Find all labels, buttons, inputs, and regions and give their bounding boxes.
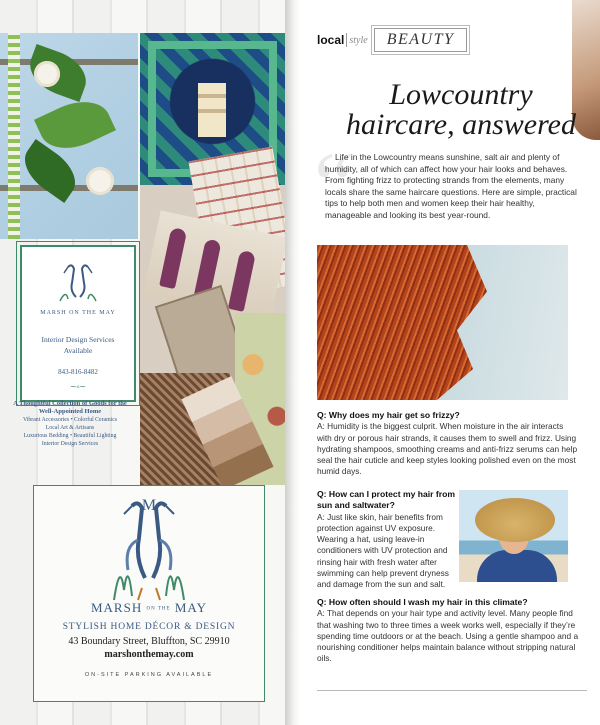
quote-mark-icon: “: [305, 135, 356, 234]
collection-headline: A Thoughtful Collection of Goods for the Well-Appointed Home: [13, 400, 127, 415]
question: Q: How often should I wash my hair in this climate?: [317, 597, 528, 607]
qa-block: [317, 597, 579, 665]
title-line: Lowcountry: [389, 78, 533, 111]
towel-edge: [8, 33, 20, 239]
collection-line: Local Art & Artisans: [45, 425, 95, 431]
section-local: local: [317, 33, 345, 47]
card-brand: MARSH ON THE MAY: [40, 310, 116, 316]
card-services: Interior Design Services Available: [41, 335, 115, 355]
article-title: [341, 80, 581, 140]
category-label: BEAUTY: [374, 28, 468, 52]
collection-blurb: [0, 400, 140, 448]
collection-line: Luxurious Bedding • Beautiful Lighting: [23, 433, 117, 439]
bottom-rule: [317, 690, 587, 691]
page-gutter: [285, 0, 301, 725]
leaf: [15, 139, 85, 203]
title-line: haircare, answered: [346, 108, 576, 141]
store-ad-box: [33, 485, 265, 702]
section-header: [317, 28, 467, 52]
brand-name: MARSH ON THE MAY: [90, 600, 207, 615]
red-hair-photo: [317, 245, 568, 400]
article-intro: Life in the Lowcountry means sunshine, salt air and plenty of humidity, all of which can affect how your hair looks and behaves. From fighting frizz to protecting strands from the elements, many locals share the same haircare questions. Here are simple, practical tips to help both men and women keep their hair healthy, manageable and looking its best year-round.: [325, 152, 577, 220]
heron-logo-icon: [54, 261, 102, 303]
question: Q: Why does my hair get so frizzy?: [317, 410, 460, 420]
hair-strands: [317, 245, 517, 400]
fabric-samples-photo: [140, 33, 285, 485]
woman-in-hat-photo: [459, 490, 568, 582]
collection-line: Vibrant Accessories • Colorful Ceramics: [22, 417, 118, 423]
parking-note: ON-SITE PARKING AVAILABLE: [84, 672, 214, 678]
article-page: [301, 0, 600, 725]
business-card: [20, 245, 136, 402]
pagoda-motif: [198, 83, 226, 137]
section-style: style: [349, 34, 368, 46]
magnolia-flower: [86, 167, 114, 195]
flourish-ornament: ~◦~: [70, 382, 86, 393]
qa-block: [317, 489, 457, 591]
answer: A: Just like skin, hair benefits from protection against UV exposure. Wearing a hat, using leave-in conditioners with UV protection and rinsing hair with fresh water after swimming can help prevent dryness and damage from the sun and salt.: [317, 511, 449, 590]
sun-hat: [475, 498, 555, 542]
brand-tagline: STYLISH HOME DÉCOR & DESIGN: [62, 622, 236, 632]
tea-towel-photo: [0, 33, 138, 239]
question: Q: How can I protect my hair from sun and saltwater?: [317, 489, 455, 511]
collection-line: Interior Design Services: [41, 441, 99, 447]
twin-heron-logo-icon: [94, 492, 204, 602]
store-website-link[interactable]: marshonthemay.com: [104, 649, 194, 660]
monogram: M: [141, 497, 157, 514]
magnolia-flower: [34, 61, 60, 87]
store-address: 43 Boundary Street, Bluffton, SC 29910: [68, 636, 230, 647]
answer: A: That depends on your hair type and activity level. Many people find that washing two to three times a week works well, especially if they’re spending time outdoors or at the beach. Using a gentle shampoo and a nourishing conditioner helps maintain balance without stripping natural oils.: [317, 608, 579, 664]
divider: [346, 33, 347, 47]
qa-block: [317, 410, 579, 478]
answer: A: Humidity is the biggest culprit. When moisture in the air interacts with dry or porous hair strands, it causes them to swell and frizz. Using hydrating shampoos, smoothing creams and anti-frizz serums can help seal the hair cuticle and keep styles looking polished even on the most humid days.: [317, 421, 578, 477]
advertisement-page: [0, 0, 285, 725]
card-phone: 843-816-8482: [58, 368, 98, 376]
